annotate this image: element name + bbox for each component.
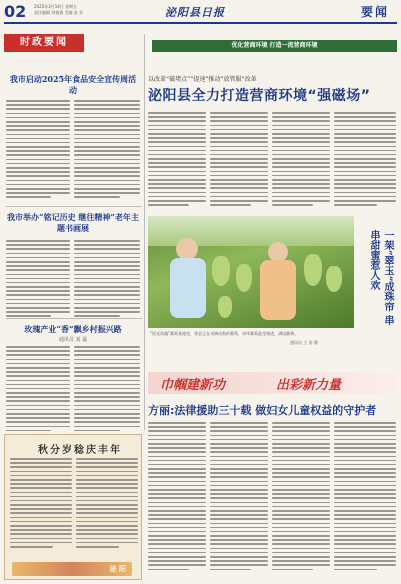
main-headline: 泌阳县全力打造营商环境“强磁场” <box>148 88 371 104</box>
main-body-col3 <box>272 112 330 208</box>
article1-body-col2 <box>74 100 140 201</box>
grape-harvest-photo <box>148 216 354 328</box>
main-body-col4 <box>334 112 396 208</box>
legal-body-col3 <box>272 422 330 573</box>
topic-banner: 优化营商环境 打造一流营商环境 <box>152 40 397 52</box>
photo-vertical-caption: 一架“翠玉”成珠帘 串串甜蜜惹人欢 <box>368 230 393 325</box>
legal-body-col4 <box>334 422 396 573</box>
masthead <box>0 0 401 34</box>
article3-body-col2 <box>74 346 140 434</box>
autumn-body-col2 <box>76 458 138 550</box>
section-name: 要闻 <box>360 5 389 19</box>
women-achievement-banner: 巾帼建新功 出彩新力量 <box>148 372 397 394</box>
article3-byline: 通讯员 刘 磊 <box>58 337 88 343</box>
header-rule <box>4 22 397 24</box>
legal-aid-headline: 方丽:法律援助三十载 做妇女儿童权益的守护者 <box>148 404 377 417</box>
column-tag: 时政要闻 <box>4 34 84 52</box>
legal-body-col1 <box>148 422 206 573</box>
photo-caption: “阳光玫瑰”葡萄基地里，果农正在采摘成熟的葡萄，串串葡萄晶莹剔透，满园飘香。 <box>150 331 299 336</box>
page-number: 02 <box>4 2 27 21</box>
article3-body-col1 <box>6 346 70 434</box>
article2-body-col2 <box>74 240 140 320</box>
article3-headline: 玫瑰产业“香”飘乡村振兴路 <box>24 324 122 334</box>
article2-body-col1 <box>6 240 70 320</box>
article1-body-col1 <box>6 100 70 201</box>
date-line: 2025年3月14日 星期五 责任编辑 刘倩倩 美编 张 芳 <box>34 4 84 15</box>
main-kicker: 以改革“破堵点”“提速”推动“放管服”改革 <box>148 76 257 83</box>
main-body-col1 <box>148 112 206 208</box>
paper-logo: 泌阳县日报 <box>165 6 225 19</box>
main-body-col2 <box>210 112 268 208</box>
legal-body-col2 <box>210 422 268 573</box>
autumn-body-col1 <box>10 458 72 550</box>
autumn-leaf-decoration: 泌 阳 <box>12 562 132 576</box>
article1-headline: 我市启动2025年食品安全宣传周活动 <box>9 74 137 95</box>
article2-headline: 我市举办“铭记历史 继往精神”老年主题书画展 <box>7 212 139 233</box>
photo-credit: 通讯员 王 涛 摄 <box>290 340 318 345</box>
autumn-essay-title: 秋分岁稔庆丰年 <box>38 445 122 456</box>
